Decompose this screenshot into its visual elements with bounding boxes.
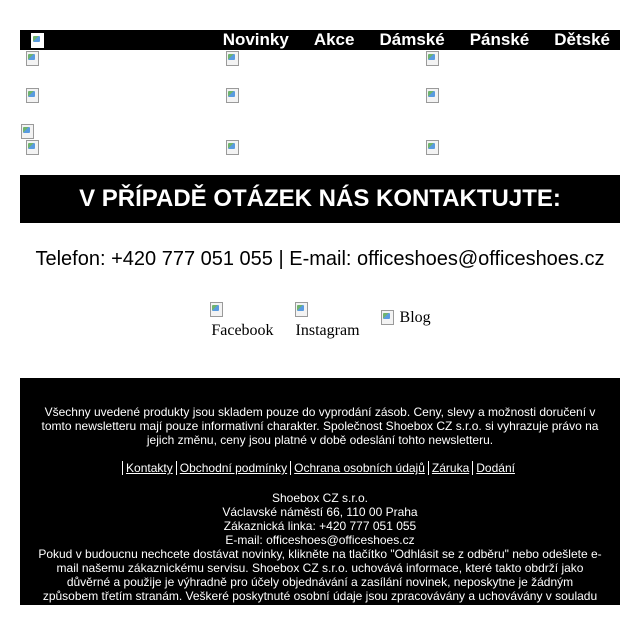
company-info	[38, 491, 602, 547]
logo-broken-image-icon[interactable]	[30, 32, 46, 48]
instagram-label: Instagram	[295, 322, 360, 339]
nav-link-akce[interactable]: Akce	[313, 30, 355, 49]
company-email[interactable]: E-mail: officeshoes@officeshoes.cz	[225, 533, 415, 547]
blog-icon	[380, 309, 394, 325]
newsletter	[20, 30, 620, 617]
product-image-grid	[20, 50, 620, 175]
nav-link-detske[interactable]: Dětské	[554, 30, 610, 49]
nav-links	[198, 30, 610, 50]
product-broken-image-icon[interactable]	[25, 87, 39, 103]
footer-link-dodani[interactable]: Dodání	[472, 461, 518, 475]
nav-link-damske[interactable]: Dámské	[379, 30, 445, 49]
facebook-label: Facebook	[211, 322, 274, 339]
product-broken-image-icon[interactable]	[225, 87, 239, 103]
footer-link-obchodni-podminky[interactable]: Obchodní podmínky	[176, 461, 290, 475]
facebook-link[interactable]	[209, 301, 273, 340]
footer-link-zaruka[interactable]: Záruka	[428, 461, 472, 475]
footer-links	[38, 461, 602, 475]
company-hotline: Zákaznická linka: +420 777 051 055	[223, 519, 417, 533]
facebook-icon	[209, 301, 223, 317]
footer-link-ochrana-udaju[interactable]: Ochrana osobních údajů	[290, 461, 428, 475]
banner-broken-image-icon[interactable]	[20, 123, 34, 139]
social-links	[20, 301, 620, 340]
contact-phone-email[interactable]: Telefon: +420 777 051 055 | E-mail: officeshoes@officeshoes.cz	[35, 248, 605, 270]
blog-label: Blog	[399, 309, 431, 326]
product-broken-image-icon[interactable]	[225, 139, 239, 155]
product-broken-image-icon[interactable]	[425, 50, 439, 66]
product-broken-image-icon[interactable]	[425, 139, 439, 155]
company-address: Václavské náměstí 66, 110 00 Praha	[222, 505, 418, 519]
product-broken-image-icon[interactable]	[25, 50, 39, 66]
footer	[20, 378, 620, 617]
blog-link[interactable]	[380, 301, 431, 327]
footer-disclaimer: Všechny uvedené produkty jsou skladem pouze do vyprodání zásob. Ceny, slevy a možnosti doručení v tomto newsletteru mají pouze informativní charakter. Společnost Shoebox CZ s.r.o. si vyhrazuje právo na jejich změnu, ceny jsou platné v době odeslání tohto newsletteru.	[41, 405, 599, 447]
product-broken-image-icon[interactable]	[425, 87, 439, 103]
footer-link-kontakty[interactable]: Kontakty	[122, 461, 176, 475]
contact-heading: V PŘÍPADĚ OTÁZEK NÁS KONTAKTUJTE:	[20, 175, 620, 223]
nav-link-panske[interactable]: Pánské	[469, 30, 530, 49]
nav-link-novinky[interactable]: Novinky	[222, 30, 289, 49]
top-nav	[20, 30, 620, 50]
unsubscribe-notice: Pokud v budoucnu nechcete dostávat novinky, klikněte na tlačítko "Odhlásit se z odběru" nebo odešlete e-mail našemu zákaznickému servisu. Shoebox CZ s.r.o. uchovává informace, které takto obdrží jako důvěrné a použije je výhradně pro účely objednávání a zasílání novinek, neposkytne je žádným způsobem třetím stranám. Veškeré poskytnuté osobní údaje jsou zpracovávány a uchovávány v souladu se zák. č. 110/2019	[38, 547, 602, 617]
company-name: Shoebox CZ s.r.o.	[271, 491, 369, 505]
product-broken-image-icon[interactable]	[25, 139, 39, 155]
instagram-link[interactable]	[294, 301, 360, 340]
instagram-icon	[294, 301, 308, 317]
product-broken-image-icon[interactable]	[225, 50, 239, 66]
